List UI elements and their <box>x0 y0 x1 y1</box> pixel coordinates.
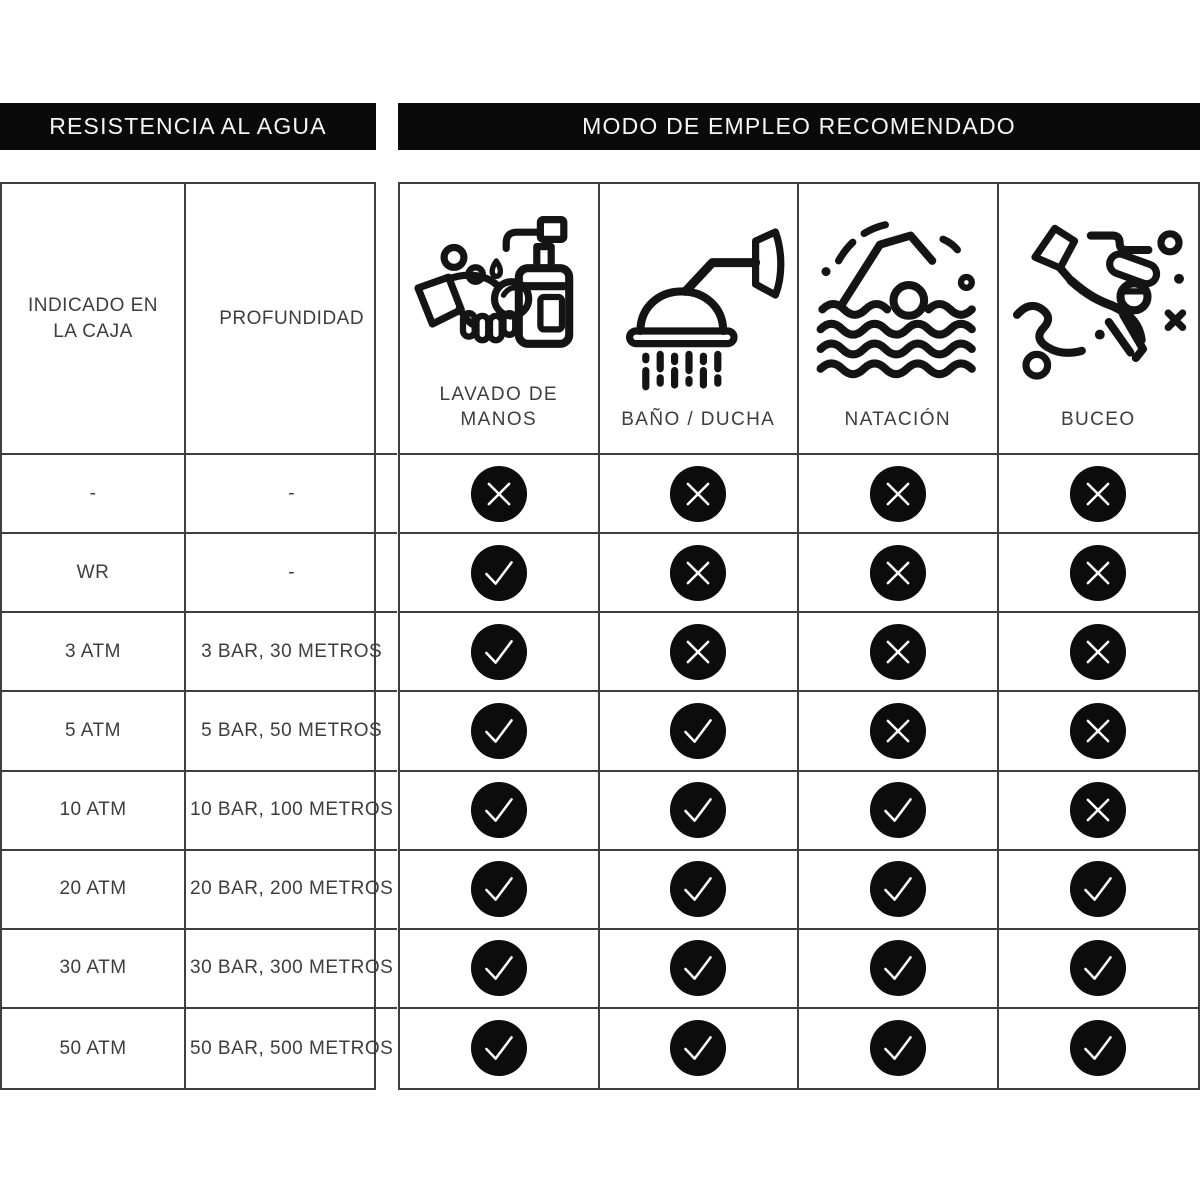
left-header-bar <box>0 103 376 150</box>
activity-header-handwash <box>400 184 600 455</box>
check-mark <box>400 851 600 930</box>
activity-label: BAÑO / DUCHA <box>621 409 776 431</box>
check-mark <box>600 772 800 851</box>
cross-mark <box>400 455 600 534</box>
profundidad-cell: 50 BAR, 500 METROS <box>190 1037 394 1059</box>
check-mark <box>400 613 600 692</box>
check-icon <box>470 939 528 997</box>
check-icon <box>669 781 727 839</box>
check-icon <box>470 781 528 839</box>
water-resistance-table <box>0 182 394 1090</box>
profundidad-cell: 30 BAR, 300 METROS <box>186 930 397 1009</box>
check-icon <box>1069 1019 1127 1077</box>
check-icon <box>470 1019 528 1077</box>
cross-mark <box>799 455 999 534</box>
check-mark <box>999 851 1199 930</box>
check-icon <box>1069 939 1127 997</box>
check-icon <box>669 702 727 760</box>
profundidad-cell: 3 BAR, 30 METROS <box>186 613 397 692</box>
diving-icon <box>1008 214 1188 394</box>
check-mark <box>400 1009 600 1088</box>
check-mark <box>799 772 999 851</box>
cross-icon <box>470 465 528 523</box>
check-icon <box>669 939 727 997</box>
cross-mark <box>600 613 800 692</box>
activity-label: NATACIÓN <box>844 409 952 431</box>
cross-mark <box>999 613 1199 692</box>
check-icon <box>669 1019 727 1077</box>
check-mark <box>600 692 800 771</box>
cross-icon <box>669 465 727 523</box>
caja-cell: - <box>2 455 186 534</box>
usage-table <box>398 182 1200 1090</box>
right-header-bar <box>398 103 1200 150</box>
cross-mark <box>999 692 1199 771</box>
check-mark <box>400 692 600 771</box>
cross-mark <box>999 534 1199 613</box>
profundidad-cell: 5 BAR, 50 METROS <box>186 692 397 771</box>
profundidad-cell: 20 BAR, 200 METROS <box>186 851 397 930</box>
caja-cell: 3 ATM <box>2 613 186 692</box>
caja-cell: 10 ATM <box>2 772 186 851</box>
check-icon <box>470 623 528 681</box>
left-header-title: RESISTENCIA AL AGUA <box>49 113 327 139</box>
cross-mark <box>999 455 1199 534</box>
swimming-icon <box>808 214 988 394</box>
check-icon <box>1069 860 1127 918</box>
check-mark <box>999 1009 1199 1088</box>
activity-header-swimming <box>799 184 999 455</box>
check-mark <box>600 851 800 930</box>
check-mark <box>400 930 600 1009</box>
check-icon <box>869 860 927 918</box>
caja-cell: 20 ATM <box>2 851 186 930</box>
profundidad-cell: - <box>186 455 397 534</box>
check-mark <box>400 534 600 613</box>
cross-mark <box>999 772 1199 851</box>
caja-cell: WR <box>2 534 186 613</box>
cross-icon <box>1069 544 1127 602</box>
cross-mark <box>799 534 999 613</box>
check-mark <box>799 1009 999 1088</box>
cross-icon <box>669 623 727 681</box>
cross-mark <box>600 534 800 613</box>
check-mark <box>799 851 999 930</box>
check-mark <box>799 930 999 1009</box>
caja-cell: 30 ATM <box>2 930 186 1009</box>
column-header-caja: INDICADO EN LA CAJA <box>2 184 186 455</box>
cross-icon <box>1069 623 1127 681</box>
right-header-title: MODO DE EMPLEO RECOMENDADO <box>582 113 1016 139</box>
check-mark <box>600 930 800 1009</box>
cross-mark <box>799 692 999 771</box>
check-mark <box>999 930 1199 1009</box>
activity-label: BUCEO <box>1060 409 1136 431</box>
cross-icon <box>1069 465 1127 523</box>
handwash-icon <box>409 189 589 369</box>
cross-mark <box>799 613 999 692</box>
cross-icon <box>1069 702 1127 760</box>
cross-mark <box>600 455 800 534</box>
check-mark <box>600 1009 800 1088</box>
cross-icon <box>869 465 927 523</box>
column-header-profundidad: PROFUNDIDAD <box>186 184 397 455</box>
cross-icon <box>869 623 927 681</box>
caja-cell: 5 ATM <box>2 692 186 771</box>
check-icon <box>669 860 727 918</box>
check-icon <box>869 939 927 997</box>
shower-icon <box>608 214 788 394</box>
check-mark <box>400 772 600 851</box>
check-icon <box>869 781 927 839</box>
cross-icon <box>869 702 927 760</box>
check-icon <box>470 860 528 918</box>
check-icon <box>470 702 528 760</box>
cross-icon <box>1069 781 1127 839</box>
activity-header-diving <box>999 184 1199 455</box>
profundidad-cell: - <box>186 534 397 613</box>
check-icon <box>869 1019 927 1077</box>
cross-icon <box>869 544 927 602</box>
check-icon <box>470 544 528 602</box>
cross-icon <box>669 544 727 602</box>
caja-cell: 50 ATM <box>2 1009 186 1088</box>
profundidad-cell: 10 BAR, 100 METROS <box>186 772 397 851</box>
activity-label: LAVADO DE MANOS <box>439 383 559 431</box>
activity-header-shower <box>600 184 800 455</box>
